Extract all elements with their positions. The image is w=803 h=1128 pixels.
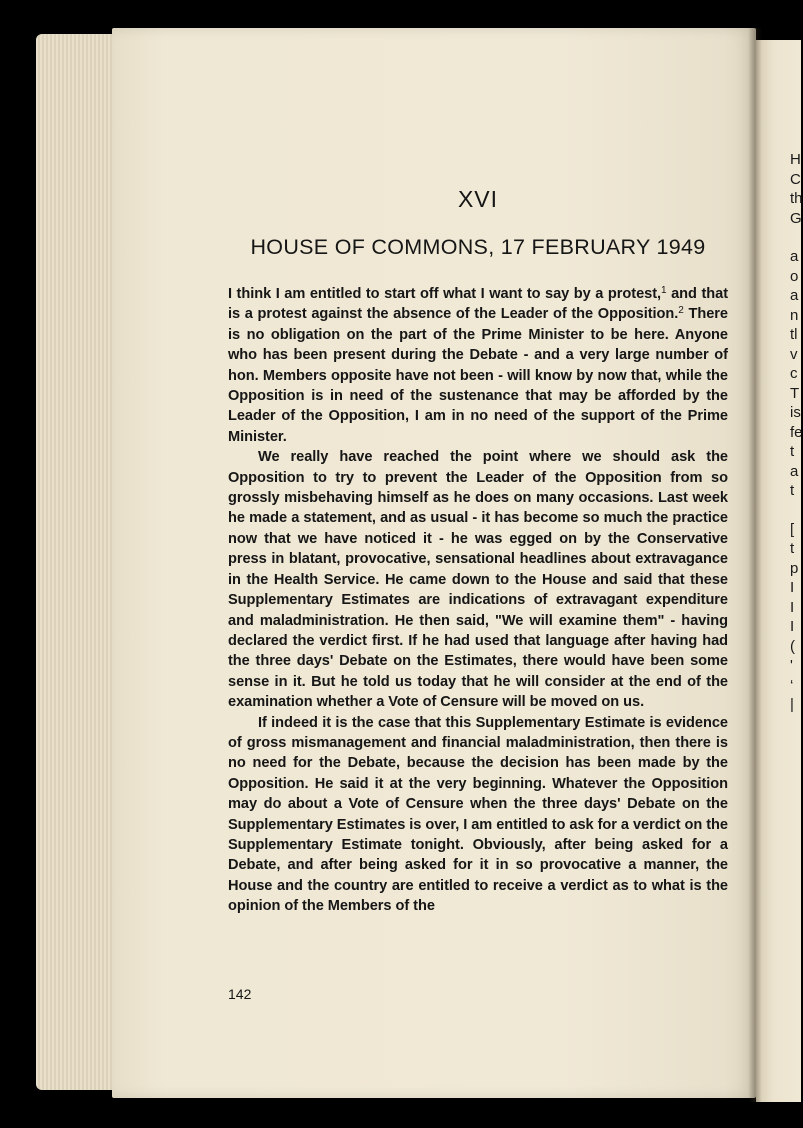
paragraph-1-text-c: There is no obligation on the part of the Prime Minister to be here. Anyone who has been present during the Debate - and a very large number of hon. Members opposite have not been - will know by now that, while the Opposition is in need of the sustenance that may be afforded by the Leader of the Opposition, I am in no need of the support of the Prime Minister. (228, 306, 728, 445)
facing-letter: a (790, 248, 799, 265)
facing-letter: ‘ (790, 676, 794, 694)
facing-letter: T (790, 384, 800, 402)
facing-letter: is (790, 404, 801, 421)
facing-letter: th (790, 190, 803, 207)
facing-letter: I (790, 598, 795, 616)
facing-letter: I (790, 579, 795, 596)
page-number: 142 (228, 986, 252, 1002)
facing-letter: v (790, 345, 798, 363)
facing-letter: | (790, 696, 794, 713)
paragraph-1 (228, 284, 728, 447)
facing-letter: a (790, 462, 799, 480)
chapter-number: XVI (457, 186, 499, 212)
facing-letter: H (790, 151, 801, 168)
footnote-marker-2: 2 (678, 305, 684, 317)
facing-page-text (790, 150, 803, 715)
chapter-title: HOUSE OF COMMONS, 17 FEBRUARY 1949 (250, 235, 706, 259)
paragraph-3: If indeed it is the case that this Supplementary Estimate is evidence of gross mismanagement and financial maladministration, then there is no need for the Debate, because the decision has been made by the Opposition. He said it at the very beginning. Whatever the Opposition may do about a Vote of Censure when the three days' Debate on the Supplementary Estimates is over, I am entitled to ask for a verdict on the Supplementary Estimate tonight. Obviously, after being asked for a Debate, and after being asked for it in so provocative a manner, the House and the country are entitled to receive a verdict as to what is the opinion of the Members of the (228, 714, 728, 915)
paragraph-1-text-a: I think I am entitled to start off what I want to say by a protest, (228, 286, 662, 302)
facing-letter: a (790, 287, 799, 304)
page-content (228, 186, 728, 917)
gutter-shadow (748, 28, 762, 1102)
facing-letter: o (790, 267, 799, 285)
facing-letter: C (790, 170, 801, 188)
page-edges (36, 34, 116, 1090)
facing-letter: ( (790, 637, 795, 655)
facing-letter: t (790, 482, 795, 499)
facing-letter: G (790, 209, 802, 227)
facing-letter: t (790, 443, 795, 460)
facing-letter: I (790, 618, 795, 635)
facing-letter: [ (790, 520, 795, 538)
facing-letter: ' (790, 657, 793, 674)
footnote-marker-1: 1 (661, 285, 667, 296)
paragraph-1-text-b: and that is a protest against the absence of the Leader of the Opposition. (228, 286, 728, 323)
facing-letter: c (790, 365, 798, 382)
facing-letter: fe (790, 423, 803, 441)
paragraph-2: We really have reached the point where we should ask the Opposition to try to prevent the Leader of the Opposition from so grossly misbehaving himself as he does on many occasions. Last week he made a statement, and as usual - it has become so much the practice now that we have noticed it - he was egged on by the Conservative press in blatant, provocative, sensational headlines about extravagance in the Health Service. He came down to the House and said that these Supplementary Estimates are indications of extravagant expenditure and maladministration. He then said, "We will examine them" - having declared the verdict first. If he had used that language after having had the three days' Debate on the Estimates, there would have been some sense in it. But he told us today that he will consider at the end of the examination whether a Vote of Censure will be moved on us. (228, 449, 728, 711)
facing-letter: p (790, 559, 799, 577)
facing-letter: tl (790, 326, 798, 343)
facing-letter: t (790, 540, 795, 557)
facing-letter: n (790, 306, 799, 324)
